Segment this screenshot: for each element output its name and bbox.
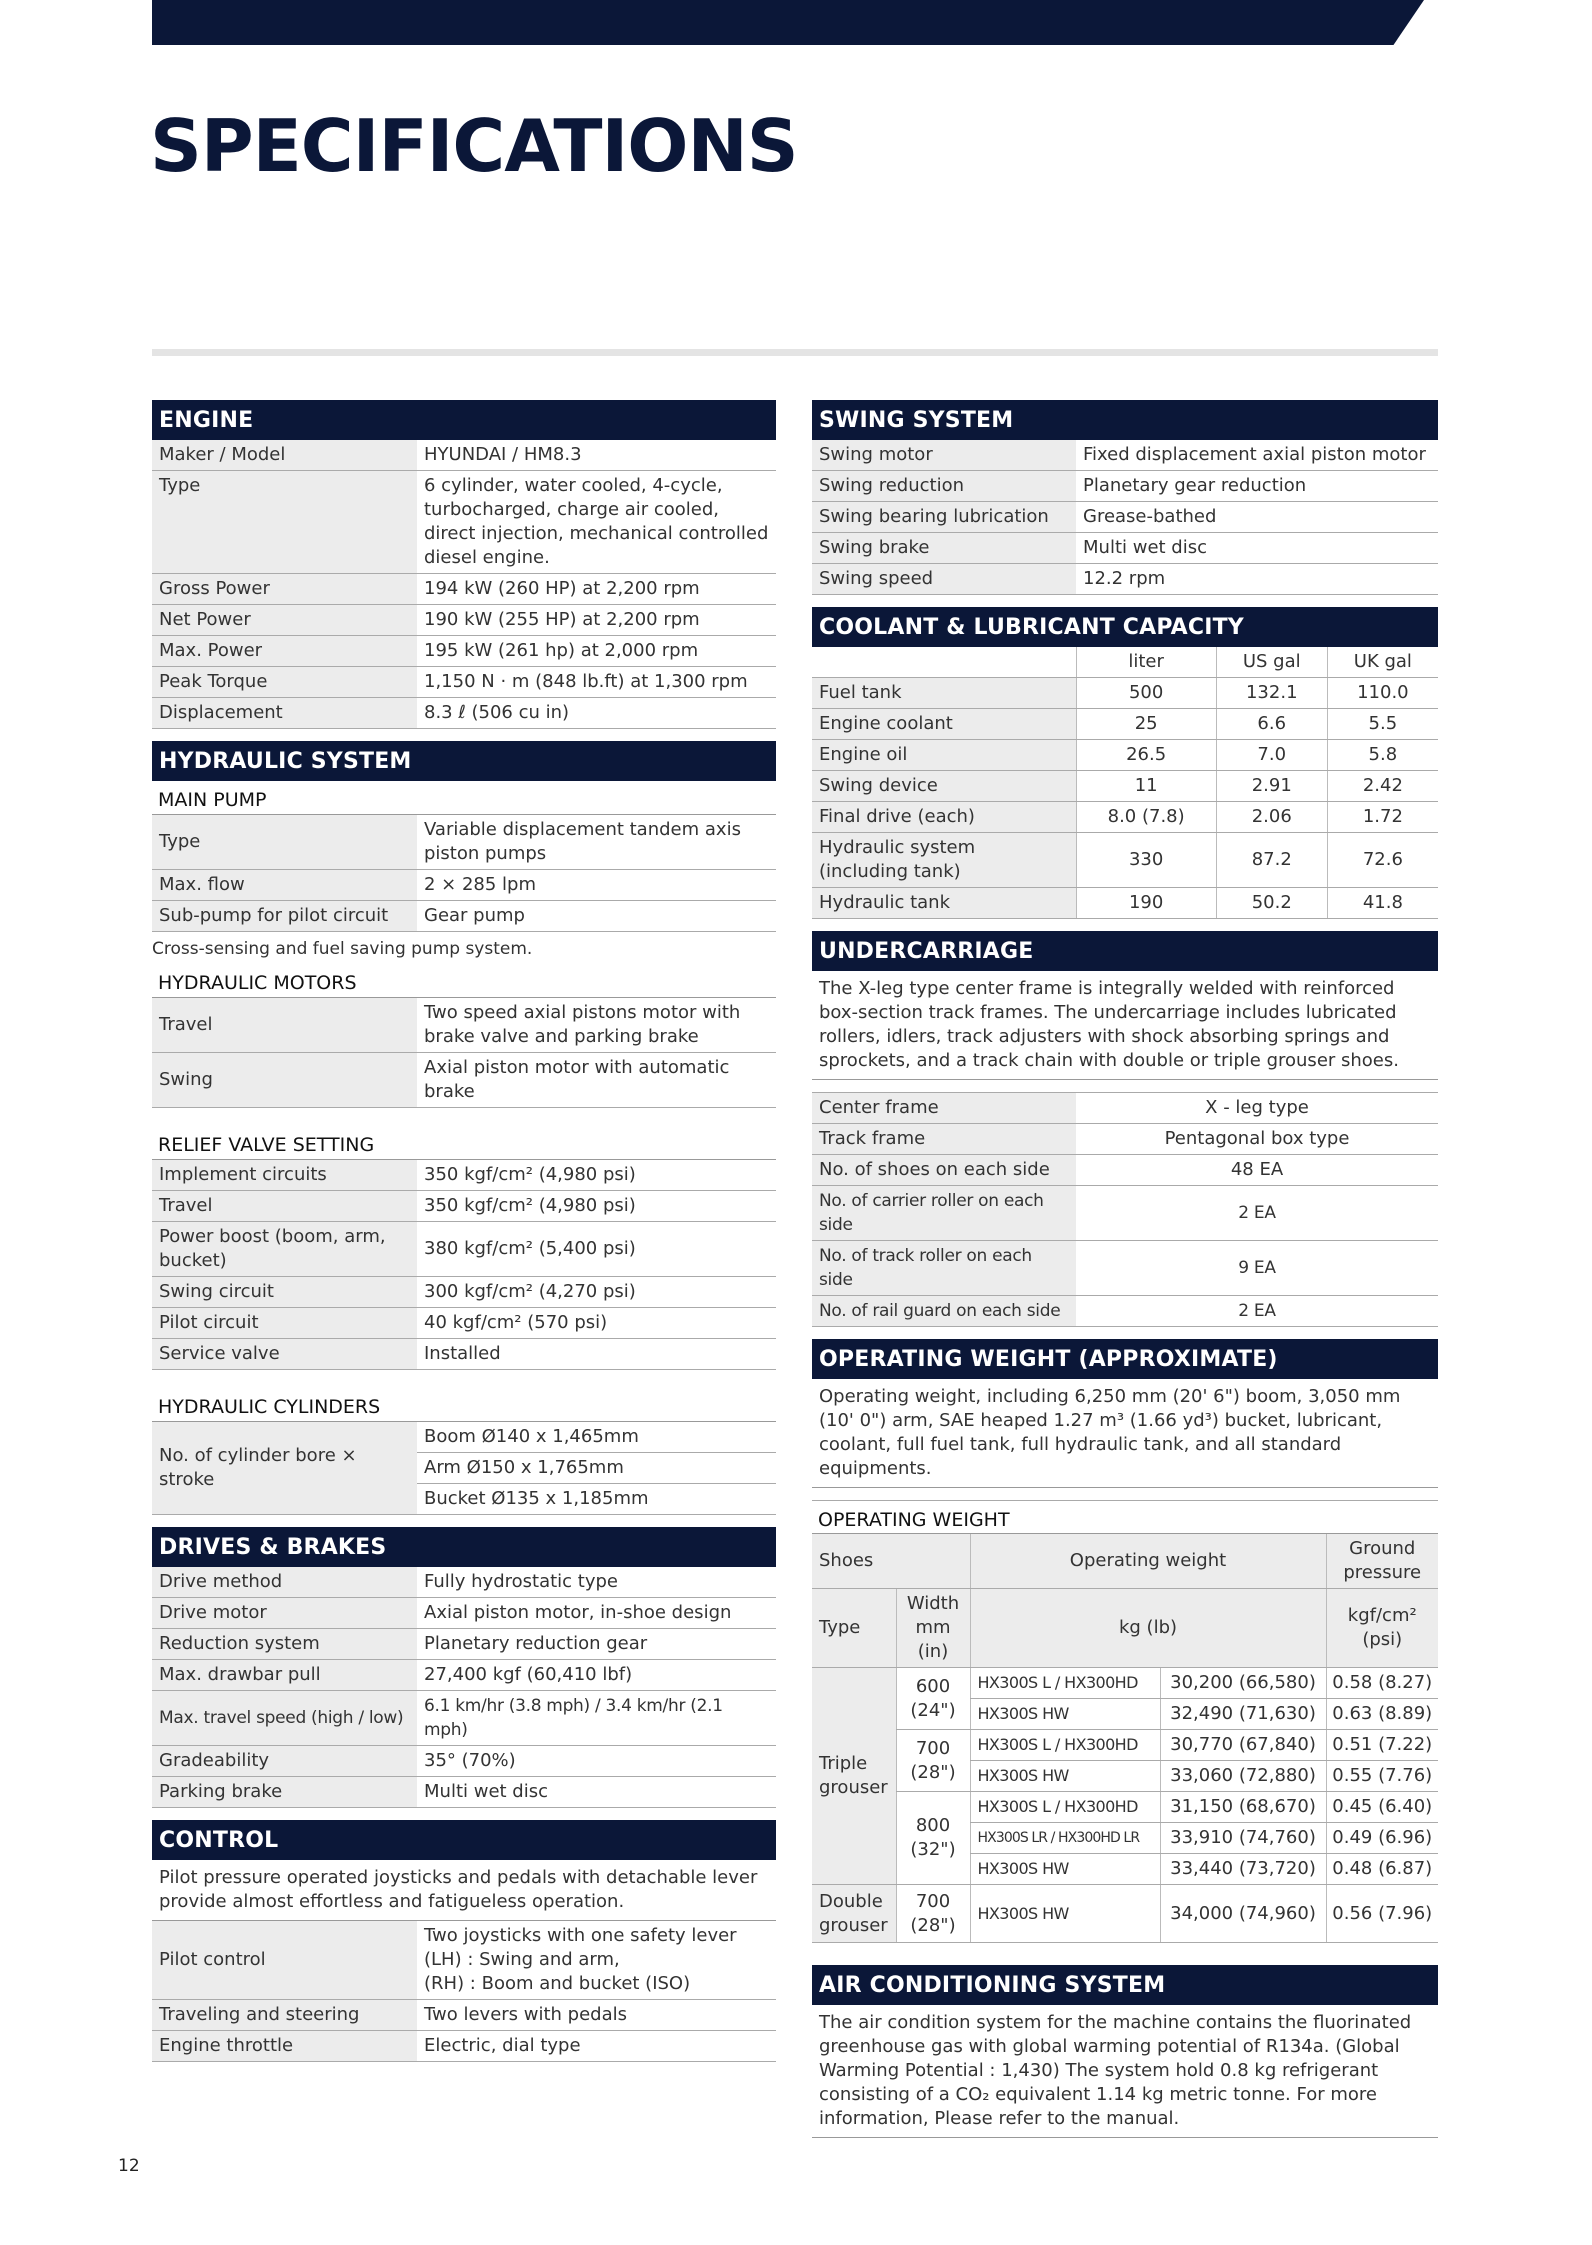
table-row	[812, 678, 1438, 709]
table-row	[152, 1053, 776, 1108]
engine-section	[152, 400, 776, 729]
table-row	[152, 815, 776, 870]
table-row	[812, 771, 1438, 802]
page-title: SPECIFICATIONS	[150, 104, 798, 188]
table-row	[152, 2000, 776, 2031]
spec-label: Max. Power	[152, 636, 417, 667]
column-header: UK gal	[1327, 647, 1438, 678]
table-row	[152, 698, 776, 729]
control-intro: Pilot pressure operated joysticks and pedals with detachable lever provide almost effortless and fatigueless operation.	[152, 1860, 776, 1921]
ground-pressure: 0.45 (6.40)	[1326, 1792, 1438, 1823]
table-row	[152, 1777, 776, 1808]
cell: 5.8	[1327, 740, 1438, 771]
spec-label: Net Power	[152, 605, 417, 636]
spec-label: Final drive (each)	[812, 802, 1076, 833]
cell: 26.5	[1076, 740, 1216, 771]
table-row	[152, 440, 776, 471]
spec-value: 1,150 N · m (848 lb.ft) at 1,300 rpm	[417, 667, 776, 698]
spec-label: Gradeability	[152, 1746, 417, 1777]
spec-label: Swing reduction	[812, 471, 1076, 502]
cell: 190	[1076, 888, 1216, 919]
top-banner	[152, 0, 1424, 45]
hydraulic-section	[152, 741, 776, 1515]
drives-header: DRIVES & BRAKES	[152, 1527, 776, 1567]
column-header: liter	[1076, 647, 1216, 678]
spec-label: Swing motor	[812, 440, 1076, 471]
operating-weight-table-title: OPERATING WEIGHT	[812, 1500, 1438, 1534]
spec-value: 48 EA	[1076, 1155, 1438, 1186]
table-row	[812, 1241, 1438, 1296]
spec-label: Swing speed	[812, 564, 1076, 595]
table-row	[812, 1730, 1438, 1761]
spec-value: Multi wet disc	[417, 1777, 776, 1808]
column-header: kgf/cm² (psi)	[1326, 1589, 1438, 1668]
spec-label: Type	[152, 471, 417, 574]
spec-value: Grease-bathed	[1076, 502, 1438, 533]
undercarriage-intro: The X-leg type center frame is integrally welded with reinforced box-section track frames. The undercarriage includes lubricated rollers, idlers, track adjusters with shock absorbing springs and sprockets, and a track chain with double or triple grouser shoes.	[812, 971, 1438, 1080]
spec-label: Swing	[152, 1053, 417, 1108]
operating-weight-intro: Operating weight, including 6,250 mm (20' 6") boom, 3,050 mm (10' 0") arm, SAE heaped 1.27 m³ (1.66 yd³) bucket, lubricant, coolant, full fuel tank, full hydraulic tank, and all standard equipments.	[812, 1379, 1438, 1488]
shoe-type: Double grouser	[812, 1885, 896, 1943]
table-row	[152, 1660, 776, 1691]
table-row	[152, 1691, 776, 1746]
operating-weight-header: OPERATING WEIGHT (APPROXIMATE)	[812, 1339, 1438, 1379]
control-table	[152, 1921, 776, 2062]
spec-label: No. of cylinder bore × stroke	[152, 1422, 417, 1515]
ground-pressure: 0.63 (8.89)	[1326, 1699, 1438, 1730]
relief-table	[152, 1160, 776, 1370]
cell: 330	[1076, 833, 1216, 888]
spec-value: 195 kW (261 hp) at 2,000 rpm	[417, 636, 776, 667]
table-row	[152, 1222, 776, 1277]
drives-section	[152, 1527, 776, 1808]
table-row	[152, 901, 776, 932]
title-divider	[152, 349, 1438, 356]
spec-value: 2 EA	[1076, 1186, 1438, 1241]
spec-label: Peak Torque	[152, 667, 417, 698]
spec-value: HYUNDAI / HM8.3	[417, 440, 776, 471]
model: HX300S L / HX300HD	[970, 1792, 1160, 1823]
weight: 33,440 (73,720)	[1160, 1854, 1326, 1885]
spec-value: Installed	[417, 1339, 776, 1370]
hydraulic-header: HYDRAULIC SYSTEM	[152, 741, 776, 781]
spec-value: 35° (70%)	[417, 1746, 776, 1777]
main-pump-title: MAIN PUMP	[152, 781, 776, 815]
ground-pressure: 0.48 (6.87)	[1326, 1854, 1438, 1885]
table-row	[812, 1668, 1438, 1699]
ground-pressure: 0.55 (7.76)	[1326, 1761, 1438, 1792]
spec-label: Service valve	[152, 1339, 417, 1370]
ground-pressure: 0.49 (6.96)	[1326, 1823, 1438, 1854]
spec-label: Gross Power	[152, 574, 417, 605]
motors-table	[152, 998, 776, 1108]
coolant-table	[812, 647, 1438, 919]
table-row	[812, 564, 1438, 595]
spec-label: No. of track roller on each side	[812, 1241, 1076, 1296]
page-number: 12	[118, 2156, 140, 2176]
spec-label: Parking brake	[152, 1777, 417, 1808]
spec-label: Engine oil	[812, 740, 1076, 771]
table-row	[812, 1792, 1438, 1823]
table-row	[812, 533, 1438, 564]
table-row	[152, 870, 776, 901]
column-header: kg (lb)	[970, 1589, 1326, 1668]
spec-label: Sub-pump for pilot circuit	[152, 901, 417, 932]
spec-value: Bucket Ø135 x 1,185mm	[417, 1484, 776, 1515]
cell: 110.0	[1327, 678, 1438, 709]
main-pump-table	[152, 815, 776, 932]
table-row	[152, 1160, 776, 1191]
table-row	[152, 1191, 776, 1222]
cylinders-table	[152, 1422, 776, 1515]
spec-value: Axial piston motor with automatic brake	[417, 1053, 776, 1108]
column-header: Operating weight	[970, 1534, 1326, 1589]
ground-pressure: 0.58 (8.27)	[1326, 1668, 1438, 1699]
cell: 50.2	[1216, 888, 1327, 919]
coolant-section	[812, 607, 1438, 919]
spec-value: 190 kW (255 HP) at 2,200 rpm	[417, 605, 776, 636]
shoe-width: 800 (32")	[896, 1792, 970, 1885]
table-header-row	[812, 1534, 1438, 1589]
spec-value: Electric, dial type	[417, 2031, 776, 2062]
blank-header	[812, 647, 1076, 678]
spec-label: Max. flow	[152, 870, 417, 901]
spec-value: Planetary gear reduction	[1076, 471, 1438, 502]
table-row	[812, 740, 1438, 771]
table-row	[152, 1339, 776, 1370]
spec-value: 12.2 rpm	[1076, 564, 1438, 595]
cell: 41.8	[1327, 888, 1438, 919]
table-row	[152, 1277, 776, 1308]
model: HX300S HW	[970, 1885, 1160, 1943]
table-row	[152, 2031, 776, 2062]
column-header: US gal	[1216, 647, 1327, 678]
aircon-text: The air condition system for the machine contains the fluorinated greenhouse gas with global warming potential of R134a. (Global Warming Potential : 1,430) The system hold 0.8 kg refrigerant consisting of a CO₂ equivalent 1.14 kg metric tonne. For more information, Please refer to the manual.	[812, 2005, 1438, 2138]
model: HX300S HW	[970, 1699, 1160, 1730]
spec-label: Hydraulic tank	[812, 888, 1076, 919]
pump-note: Cross-sensing and fuel saving pump system.	[152, 939, 533, 959]
spec-value: Two levers with pedals	[417, 2000, 776, 2031]
table-row	[812, 440, 1438, 471]
spec-value: 350 kgf/cm² (4,980 psi)	[417, 1160, 776, 1191]
cell: 25	[1076, 709, 1216, 740]
spec-label: Traveling and steering	[152, 2000, 417, 2031]
column-header: Ground pressure	[1326, 1534, 1438, 1589]
spec-value: 40 kgf/cm² (570 psi)	[417, 1308, 776, 1339]
column-header: Type	[812, 1589, 896, 1668]
cell: 11	[1076, 771, 1216, 802]
weight: 30,200 (66,580)	[1160, 1668, 1326, 1699]
spec-label: Swing device	[812, 771, 1076, 802]
table-header-row	[812, 647, 1438, 678]
spec-value	[417, 1921, 776, 2000]
model: HX300S HW	[970, 1854, 1160, 1885]
spec-label: Swing brake	[812, 533, 1076, 564]
shoe-width: 700 (28")	[896, 1885, 970, 1943]
spec-value: 8.3 ℓ (506 cu in)	[417, 698, 776, 729]
spec-label: No. of shoes on each side	[812, 1155, 1076, 1186]
table-row	[152, 667, 776, 698]
spec-label: Swing circuit	[152, 1277, 417, 1308]
shoe-type: Triple grouser	[812, 1668, 896, 1885]
spec-value: Two speed axial pistons motor with brake valve and parking brake	[417, 998, 776, 1053]
model: HX300S L / HX300HD	[970, 1730, 1160, 1761]
table-row	[152, 1598, 776, 1629]
control-section	[152, 1820, 776, 2062]
ground-pressure: 0.51 (7.22)	[1326, 1730, 1438, 1761]
table-row	[152, 1308, 776, 1339]
engine-header: ENGINE	[152, 400, 776, 440]
spec-label: Pilot control	[152, 1921, 417, 2000]
spec-label: Pilot circuit	[152, 1308, 417, 1339]
table-row	[152, 636, 776, 667]
spec-label: Hydraulic system (including tank)	[812, 833, 1076, 888]
table-row	[812, 502, 1438, 533]
table-row	[812, 1093, 1438, 1124]
cell: 132.1	[1216, 678, 1327, 709]
swing-table	[812, 440, 1438, 595]
table-row	[152, 574, 776, 605]
spec-label: Center frame	[812, 1093, 1076, 1124]
aircon-section	[812, 1965, 1438, 2138]
right-column	[812, 400, 1438, 2150]
spec-value: Planetary reduction gear	[417, 1629, 776, 1660]
spec-value: Variable displacement tandem axis piston pumps	[417, 815, 776, 870]
undercarriage-table	[812, 1092, 1438, 1327]
table-row	[812, 709, 1438, 740]
table-row	[152, 1422, 776, 1453]
weight: 30,770 (67,840)	[1160, 1730, 1326, 1761]
cell: 2.42	[1327, 771, 1438, 802]
table-row	[152, 1567, 776, 1598]
table-row	[812, 471, 1438, 502]
spec-value: 350 kgf/cm² (4,980 psi)	[417, 1191, 776, 1222]
swing-section	[812, 400, 1438, 595]
undercarriage-section	[812, 931, 1438, 1327]
undercarriage-header: UNDERCARRIAGE	[812, 931, 1438, 971]
cell: 72.6	[1327, 833, 1438, 888]
table-row	[812, 1296, 1438, 1327]
table-row	[812, 1124, 1438, 1155]
spec-label: Power boost (boom, arm, bucket)	[152, 1222, 417, 1277]
spec-label: Reduction system	[152, 1629, 417, 1660]
spec-value: Pentagonal box type	[1076, 1124, 1438, 1155]
spec-value: 2 × 285 lpm	[417, 870, 776, 901]
spec-value: 6.1 km/hr (3.8 mph) / 3.4 km/hr (2.1 mph)	[417, 1691, 776, 1746]
ground-pressure: 0.56 (7.96)	[1326, 1885, 1438, 1943]
cell: 500	[1076, 678, 1216, 709]
weight: 33,910 (74,760)	[1160, 1823, 1326, 1854]
control-header: CONTROL	[152, 1820, 776, 1860]
spec-label: Max. drawbar pull	[152, 1660, 417, 1691]
drives-table	[152, 1567, 776, 1808]
spec-label: Drive motor	[152, 1598, 417, 1629]
weight: 33,060 (72,880)	[1160, 1761, 1326, 1792]
table-header-row	[812, 1589, 1438, 1668]
table-row	[812, 802, 1438, 833]
relief-title: RELIEF VALVE SETTING	[152, 1126, 776, 1160]
cell: 8.0 (7.8)	[1076, 802, 1216, 833]
table-row	[812, 1885, 1438, 1943]
cell: 2.06	[1216, 802, 1327, 833]
spec-value: Multi wet disc	[1076, 533, 1438, 564]
table-row	[152, 1921, 776, 2000]
table-row	[152, 998, 776, 1053]
cell: 87.2	[1216, 833, 1327, 888]
pilot-line: (LH) : Swing and arm,	[424, 1949, 620, 1970]
spec-value: 300 kgf/cm² (4,270 psi)	[417, 1277, 776, 1308]
spec-label: Max. travel speed (high / low)	[152, 1691, 417, 1746]
spec-value: Boom Ø140 x 1,465mm	[417, 1422, 776, 1453]
pilot-line: (RH) : Boom and bucket (ISO)	[424, 1973, 691, 1994]
shoe-width: 600 (24")	[896, 1668, 970, 1730]
column-header: Width mm (in)	[896, 1589, 970, 1668]
spec-value: 6 cylinder, water cooled, 4-cycle, turbocharged, charge air cooled, direct injection, mechanical controlled diesel engine.	[417, 471, 776, 574]
column-header: Shoes	[812, 1534, 970, 1589]
spec-value: Gear pump	[417, 901, 776, 932]
weight: 32,490 (71,630)	[1160, 1699, 1326, 1730]
operating-weight-section	[812, 1339, 1438, 1943]
spec-label: Type	[152, 815, 417, 870]
table-row	[812, 1155, 1438, 1186]
table-row	[152, 605, 776, 636]
table-row	[152, 1629, 776, 1660]
spec-label: No. of carrier roller on each side	[812, 1186, 1076, 1241]
spec-label: Displacement	[152, 698, 417, 729]
cell: 7.0	[1216, 740, 1327, 771]
cell: 1.72	[1327, 802, 1438, 833]
spec-value: Arm Ø150 x 1,765mm	[417, 1453, 776, 1484]
cell: 2.91	[1216, 771, 1327, 802]
swing-header: SWING SYSTEM	[812, 400, 1438, 440]
spec-label: No. of rail guard on each side	[812, 1296, 1076, 1327]
engine-table	[152, 440, 776, 729]
operating-weight-table	[812, 1534, 1438, 1943]
weight: 34,000 (74,960)	[1160, 1885, 1326, 1943]
spec-label: Engine coolant	[812, 709, 1076, 740]
spec-value: Fully hydrostatic type	[417, 1567, 776, 1598]
spec-label: Maker / Model	[152, 440, 417, 471]
spec-label: Travel	[152, 998, 417, 1053]
spec-label: Fuel tank	[812, 678, 1076, 709]
spec-label: Track frame	[812, 1124, 1076, 1155]
cell: 6.6	[1216, 709, 1327, 740]
spec-value: 27,400 kgf (60,410 lbf)	[417, 1660, 776, 1691]
model: HX300S HW	[970, 1761, 1160, 1792]
spec-value: Axial piston motor, in-shoe design	[417, 1598, 776, 1629]
table-row	[812, 888, 1438, 919]
spec-value: 9 EA	[1076, 1241, 1438, 1296]
model: HX300S LR / HX300HD LR	[970, 1823, 1160, 1854]
spec-label: Travel	[152, 1191, 417, 1222]
spec-value: 2 EA	[1076, 1296, 1438, 1327]
shoe-width: 700 (28")	[896, 1730, 970, 1792]
spec-label: Engine throttle	[152, 2031, 417, 2062]
motors-title: HYDRAULIC MOTORS	[152, 964, 776, 998]
spec-value: Fixed displacement axial piston motor	[1076, 440, 1438, 471]
coolant-header: COOLANT & LUBRICANT CAPACITY	[812, 607, 1438, 647]
spec-value: X - leg type	[1076, 1093, 1438, 1124]
cell: 5.5	[1327, 709, 1438, 740]
spec-label: Implement circuits	[152, 1160, 417, 1191]
left-column	[152, 400, 776, 2074]
spec-label: Swing bearing lubrication	[812, 502, 1076, 533]
spec-value: 380 kgf/cm² (5,400 psi)	[417, 1222, 776, 1277]
model: HX300S L / HX300HD	[970, 1668, 1160, 1699]
table-row	[152, 471, 776, 574]
table-row	[812, 1186, 1438, 1241]
spec-label: Drive method	[152, 1567, 417, 1598]
table-row	[812, 833, 1438, 888]
pilot-line: Two joysticks with one safety lever	[424, 1925, 737, 1946]
weight: 31,150 (68,670)	[1160, 1792, 1326, 1823]
spec-value: 194 kW (260 HP) at 2,200 rpm	[417, 574, 776, 605]
aircon-header: AIR CONDITIONING SYSTEM	[812, 1965, 1438, 2005]
cylinders-title: HYDRAULIC CYLINDERS	[152, 1388, 776, 1422]
table-row	[152, 1746, 776, 1777]
